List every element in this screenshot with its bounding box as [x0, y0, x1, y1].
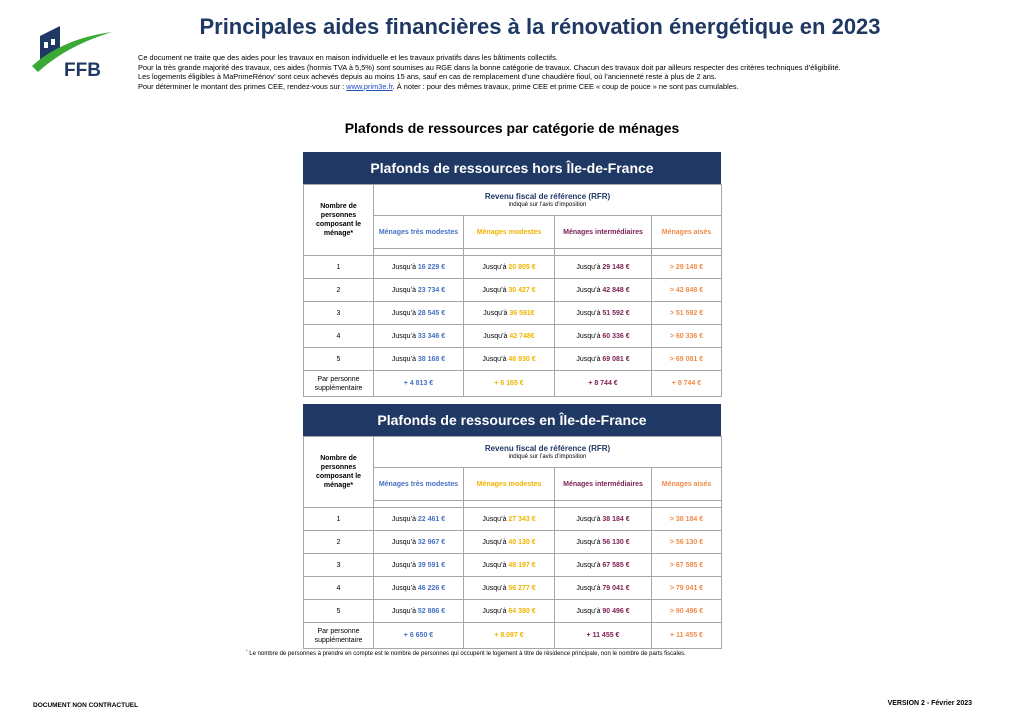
category-well-off: Ménages aisés [652, 216, 722, 249]
income-cell-modest: Jusqu’à 56 277 € [464, 577, 555, 600]
table-title: Plafonds de ressources hors Île-de-France [303, 152, 721, 184]
footer-disclaimer: DOCUMENT NON CONTRACTUEL [33, 702, 139, 709]
income-cell-well-off: > 60 336 € [652, 325, 722, 348]
table-row [304, 508, 722, 531]
income-cell-well-off: > 51 592 € [652, 302, 722, 325]
rfr-header: Revenu fiscal de référence (RFR) indiqué sur l’avis d’imposition [374, 185, 722, 216]
income-cell-well-off: > 29 148 € [652, 256, 722, 279]
income-cell-intermediate: Jusqu’à 69 081 € [555, 348, 652, 371]
intro-line-cee: Pour déterminer le montant des primes CEE, rendez-vous sur : www.prim3e.fr. À noter : pour des mêmes travaux, prime CEE et prime CEE « coup de pouce » ne sont pas cumulables. [138, 81, 739, 91]
income-cell-modest: Jusqu’à 64 380 € [464, 600, 555, 623]
income-cell-intermediate: Jusqu’à 42 848 € [555, 279, 652, 302]
income-cell-intermediate: Jusqu’à 90 496 € [555, 600, 652, 623]
persons-count: 1 [304, 256, 374, 279]
table-row [304, 256, 722, 279]
income-cell-intermediate: Jusqu’à 67 585 € [555, 554, 652, 577]
income-cell-well-off: > 69 081 € [652, 348, 722, 371]
income-table [303, 436, 722, 649]
persons-count: 2 [304, 531, 374, 554]
table-row [304, 577, 722, 600]
income-cell-very-modest: Jusqu’à 32 967 € [374, 531, 464, 554]
prim3e-link[interactable]: www.prim3e.fr [346, 81, 393, 91]
table-row [304, 348, 722, 371]
table-row [304, 531, 722, 554]
income-cell-modest: Jusqu’à 40 130 € [464, 531, 555, 554]
income-table [303, 184, 722, 397]
persons-count: 5 [304, 348, 374, 371]
category-well-off: Ménages aisés [652, 468, 722, 501]
income-cell-well-off: > 42 848 € [652, 279, 722, 302]
income-cell-well-off: > 56 130 € [652, 531, 722, 554]
table-row [304, 600, 722, 623]
table-row-extra-person [304, 623, 722, 649]
extra-cell-modest: + 8.097 € [464, 623, 555, 649]
extra-cell-intermediate: + 11 455 € [555, 623, 652, 649]
footnote: * Le nombre de personnes à prendre en compte est le nombre de personnes qui occupent le logement à titre de résidence principale, non le nombre de parts fiscales. [246, 648, 686, 657]
income-cell-modest: Jusqu’à 27 343 € [464, 508, 555, 531]
income-cell-very-modest: Jusqu’à 23 734 € [374, 279, 464, 302]
extra-cell-well-off: + 11 455 € [652, 623, 722, 649]
income-cell-intermediate: Jusqu’à 29 148 € [555, 256, 652, 279]
intro-line: Ce document ne traite que des aides pour les travaux en maison individuelle et les travaux privatifs dans les bâtiments collectifs. [138, 53, 558, 62]
income-cell-modest: Jusqu’à 20 805 € [464, 256, 555, 279]
income-cell-modest: Jusqu’à 36 591€ [464, 302, 555, 325]
category-modest: Ménages modestes [464, 468, 555, 501]
income-cell-very-modest: Jusqu’à 28 545 € [374, 302, 464, 325]
persons-count: 3 [304, 554, 374, 577]
income-cell-well-off: > 90 496 € [652, 600, 722, 623]
logo-text: FFB [64, 60, 101, 80]
intro-text [138, 53, 998, 91]
table-row [304, 554, 722, 577]
income-cell-very-modest: Jusqu’à 52 886 € [374, 600, 464, 623]
income-cell-well-off: > 38 184 € [652, 508, 722, 531]
income-table-idf [303, 404, 721, 649]
persons-header: Nombre de personnes composant le ménage* [304, 185, 374, 256]
income-cell-very-modest: Jusqu’à 38 168 € [374, 348, 464, 371]
income-cell-modest: Jusqu’à 48 197 € [464, 554, 555, 577]
income-cell-intermediate: Jusqu’à 60 336 € [555, 325, 652, 348]
table-row [304, 302, 722, 325]
income-cell-intermediate: Jusqu’à 38 184 € [555, 508, 652, 531]
extra-cell-well-off: + 8 744 € [652, 371, 722, 397]
extra-cell-very-modest: + 6 650 € [374, 623, 464, 649]
persons-count: 1 [304, 508, 374, 531]
category-modest: Ménages modestes [464, 216, 555, 249]
intro-line: Pour la très grande majorité des travaux, ces aides (hormis TVA à 5,5%) sont soumises au RGE dans la bonne catégorie de travaux. Chacun des travaux doit par ailleurs respecter des critères techniques d’éligibilité. [138, 62, 841, 72]
table-row [304, 279, 722, 302]
income-table-outside-idf [303, 152, 721, 397]
footer-version: VERSION 2 - Février 2023 [887, 700, 972, 707]
category-very-modest: Ménages très modestes [374, 468, 464, 501]
table-row-extra-person [304, 371, 722, 397]
income-cell-very-modest: Jusqu’à 39 591 € [374, 554, 464, 577]
extra-cell-very-modest: + 4 813 € [374, 371, 464, 397]
income-cell-modest: Jusqu’à 48 930 € [464, 348, 555, 371]
category-intermediate: Ménages intermédiaires [555, 468, 652, 501]
persons-count: 4 [304, 577, 374, 600]
income-cell-modest: Jusqu’à 42 748€ [464, 325, 555, 348]
extra-person-label: Par personne supplémentaire [304, 623, 374, 649]
extra-person-label: Par personne supplémentaire [304, 371, 374, 397]
income-cell-very-modest: Jusqu’à 33 346 € [374, 325, 464, 348]
table-title: Plafonds de ressources en Île-de-France [303, 404, 721, 436]
intro-line: Les logements éligibles à MaPrimeRénov’ sont ceux achevés depuis au moins 15 ans, sauf en cas de remplacement d’une chaudière fioul, où l’ancienneté reste à plus de 2 ans. [138, 72, 717, 81]
section-title: Plafonds de ressources par catégorie de ménages [344, 120, 680, 136]
income-cell-very-modest: Jusqu’à 46 226 € [374, 577, 464, 600]
income-cell-intermediate: Jusqu’à 79 041 € [555, 577, 652, 600]
ffb-logo [30, 22, 114, 80]
income-cell-very-modest: Jusqu’à 22 461 € [374, 508, 464, 531]
persons-count: 5 [304, 600, 374, 623]
table-row [304, 325, 722, 348]
category-intermediate: Ménages intermédiaires [555, 216, 652, 249]
persons-header: Nombre de personnes composant le ménage* [304, 437, 374, 508]
income-cell-well-off: > 67 585 € [652, 554, 722, 577]
persons-count: 2 [304, 279, 374, 302]
persons-count: 3 [304, 302, 374, 325]
document-title: Principales aides financières à la rénovation énergétique en 2023 [199, 14, 881, 39]
income-cell-well-off: > 79 041 € [652, 577, 722, 600]
persons-count: 4 [304, 325, 374, 348]
income-cell-intermediate: Jusqu’à 51 592 € [555, 302, 652, 325]
category-very-modest: Ménages très modestes [374, 216, 464, 249]
extra-cell-intermediate: + 8 744 € [555, 371, 652, 397]
income-cell-very-modest: Jusqu’à 16 229 € [374, 256, 464, 279]
income-cell-intermediate: Jusqu’à 56 130 € [555, 531, 652, 554]
extra-cell-modest: + 6 165 € [464, 371, 555, 397]
income-cell-modest: Jusqu’à 30 427 € [464, 279, 555, 302]
rfr-header: Revenu fiscal de référence (RFR) indiqué sur l’avis d’imposition [374, 437, 722, 468]
